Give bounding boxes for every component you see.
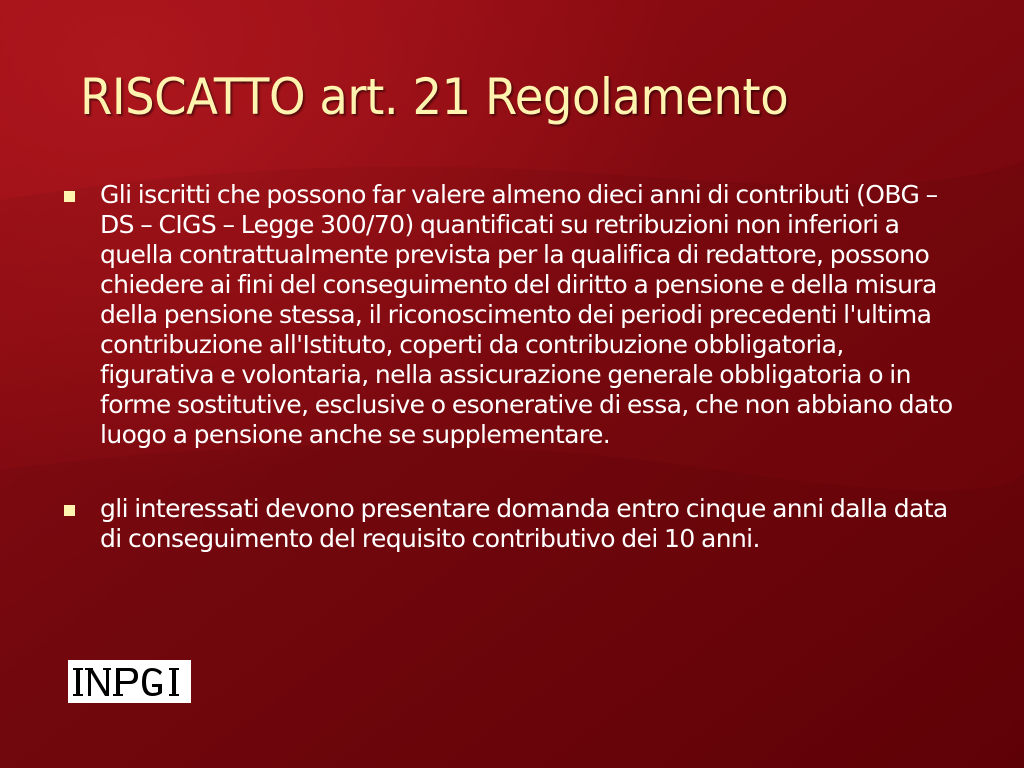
bullet-text: Gli iscritti che possono far valere almeno dieci anni di contributi (OBG – DS – CIGS – Legge 300/70) quantificati su retribuzioni non inferiori a quella contrattualmente prevista per la qualifica di redattore, possono chiedere ai fini del conseguimento del diritto a pensione e della misura della pensione stessa, il riconoscimento dei periodi precedenti l'ultima contribuzione all'Istituto, coperti da contribuzione obbligatoria, figurativa e volontaria, nella assicurazione generale obbligatoria o in forme sostitutive, esclusive o esonerative di essa, che non abbiano dato luogo a pensione anche se supplementare. [100,180,953,449]
inpgi-logo-mark [68,660,191,703]
bullet-item [62,180,962,450]
bullet-item [62,494,962,554]
slide-title: RISCATTO art. 21 Regolamento [80,68,789,126]
inpgi-logo [68,660,191,703]
square-bullet-icon [64,191,75,202]
bullet-text: gli interessati devono presentare domanda entro cinque anni dalla data di conseguimento del requisito contributivo dei 10 anni. [100,494,948,553]
square-bullet-icon [64,505,75,516]
bullet-list [62,180,962,554]
